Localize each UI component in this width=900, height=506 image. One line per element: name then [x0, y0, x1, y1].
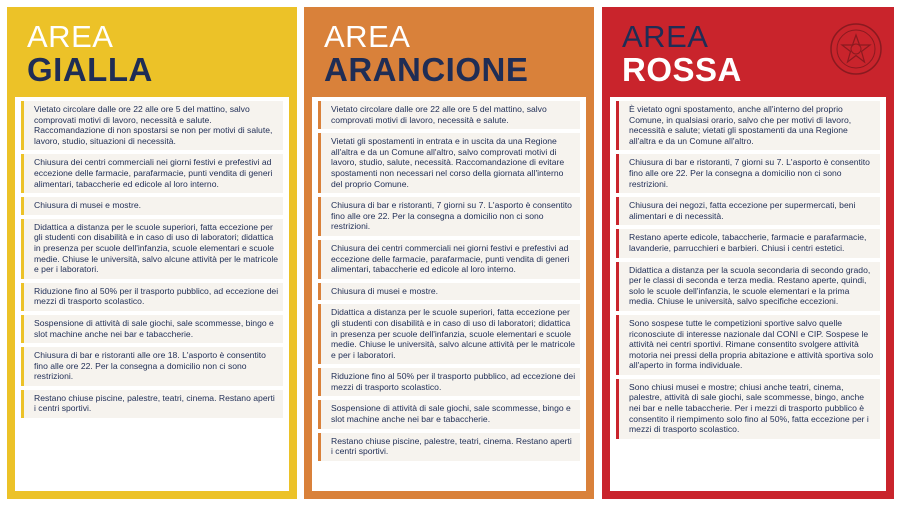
rule-item: Chiusura di bar e ristoranti, 7 giorni su 7. L'asporto è consentito fino alle ore 22. Per la consegna a domicilio non ci sono restrizioni.: [318, 197, 580, 236]
panel-title: [27, 21, 153, 86]
rule-item: Sono sospese tutte le competizioni sportive salvo quelle riconosciute di interesse nazionale dal CONI e CIP. Sospese le attività nei centri sportivi. Rimane consentito svolgere attività motoria nei pressi della propria abitazione e attività sportiva solo all'aperto in forma individuale.: [616, 315, 880, 375]
rule-item: Didattica a distanza per la scuola secondaria di secondo grado, per le classi di seconda e terza media. Restano aperte, quindi, solo le scuole dell'infanzia, le scuole elementari e la prima media. Chiuse le università, salvo specifiche eccezioni.: [616, 262, 880, 311]
rule-item: Chiusura dei centri commerciali nei giorni festivi e prefestivi ad eccezione delle farmacie, parafarmacie, punti vendita di generi alimentari, tabaccherie ed edicole al loro interno.: [21, 154, 283, 193]
rule-item: Chiusura di bar e ristoranti, 7 giorni su 7. L'asporto è consentito fino alle ore 22. Per la consegna a domicilio non ci sono restrizioni.: [616, 154, 880, 193]
title-area: AREA: [324, 19, 411, 54]
rule-item: Chiusura di musei e mostre.: [21, 197, 283, 215]
rule-item: È vietato ogni spostamento, anche all'interno del proprio Comune, in qualsiasi orario, salvo che per motivi di lavoro, necessità e salute; vietati gli spostamenti da una Regione all'altra e da un Comune all'altro.: [616, 101, 880, 150]
rule-item: Sospensione di attività di sale giochi, sale scommesse, bingo e slot machine anche nei bar e tabaccherie.: [318, 400, 580, 428]
title-zone: ROSSA: [622, 51, 742, 88]
rule-item: Vietati gli spostamenti in entrata e in uscita da una Regione all'altra e da un Comune all'altro, salvo comprovati motivi di lavoro, studio, salute, necessità. Raccomandazione di evitare spostamenti non necessari nel corso della giornata all'interno del proprio Comune.: [318, 133, 580, 193]
rule-item: Didattica a distanza per le scuole superiori, fatta eccezione per gli studenti con disabilità e in caso di uso di laboratori; didattica in presenza per scuole dell'infanzia, scuole elementari e scuole medie. Chiuse le università, salvo alcune attività per le matricole e per i laboratori.: [318, 304, 580, 364]
panel-area-rossa: [602, 7, 894, 499]
rule-item: Chiusura dei centri commerciali nei giorni festivi e prefestivi ad eccezione delle farmacie, parafarmacie, punti vendita di generi alimentari, tabaccherie ed edicole al loro interno.: [318, 240, 580, 279]
panel-title: [324, 21, 528, 86]
rule-item: Riduzione fino al 50% per il trasporto pubblico, ad eccezione dei mezzi di trasporto scolastico.: [21, 283, 283, 311]
rule-item: Didattica a distanza per le scuole superiori, fatta eccezione per gli studenti con disabilità e in caso di uso di laboratori; didattica in presenza per scuole dell'infanzia, scuole elementari e scuole medie. Chiuse le università, salvo alcune attività per le matricole e per i laboratori.: [21, 219, 283, 279]
title-area: AREA: [27, 19, 114, 54]
rule-item: Restano chiuse piscine, palestre, teatri, cinema. Restano aperti i centri sportivi.: [318, 433, 580, 461]
rule-item: Restano aperte edicole, tabaccherie, farmacie e parafarmacie, lavanderie, parrucchieri e barbieri. Chiusi i centri estetici.: [616, 229, 880, 257]
rule-item: Sospensione di attività di sale giochi, sale scommesse, bingo e slot machine anche nei bar e tabaccherie.: [21, 315, 283, 343]
republic-emblem-icon: [828, 21, 884, 77]
rule-item: Sono chiusi musei e mostre; chiusi anche teatri, cinema, palestre, attività di sale giochi, sale scommesse, bingo, anche nei bar e nelle tabaccherie. Per i mezzi di trasporto pubblico è consentito il riempimento solo fino al 50%, fatta eccezione per i mezzi di trasporto scolastico.: [616, 379, 880, 439]
title-zone: GIALLA: [27, 51, 153, 88]
rules-list: [610, 97, 886, 491]
rule-item: Chiusura di musei e mostre.: [318, 283, 580, 301]
rule-item: Vietato circolare dalle ore 22 alle ore 5 del mattino, salvo comprovati motivi di lavoro, necessità e salute. Raccomandazione di non spostarsi se non per motivi di salute, lavoro, studio, situazioni di necessità.: [21, 101, 283, 150]
panel-title: [622, 21, 742, 86]
title-zone: ARANCIONE: [324, 51, 529, 88]
panel-area-gialla: [7, 7, 297, 499]
rules-list: [312, 97, 586, 491]
rule-item: Chiusura dei negozi, fatta eccezione per supermercati, beni alimentari e di necessità.: [616, 197, 880, 225]
title-area: AREA: [622, 19, 709, 54]
rule-item: Riduzione fino al 50% per il trasporto pubblico, ad eccezione dei mezzi di trasporto scolastico.: [318, 368, 580, 396]
rules-list: [15, 97, 289, 491]
rule-item: Restano chiuse piscine, palestre, teatri, cinema. Restano aperti i centri sportivi.: [21, 390, 283, 418]
panel-area-arancione: [304, 7, 594, 499]
rule-item: Vietato circolare dalle ore 22 alle ore 5 del mattino, salvo comprovati motivi di lavoro, necessità e salute.: [318, 101, 580, 129]
rule-item: Chiusura di bar e ristoranti alle ore 18. L'asporto è consentito fino alle ore 22. Per la consegna a domicilio non ci sono restrizioni.: [21, 347, 283, 386]
